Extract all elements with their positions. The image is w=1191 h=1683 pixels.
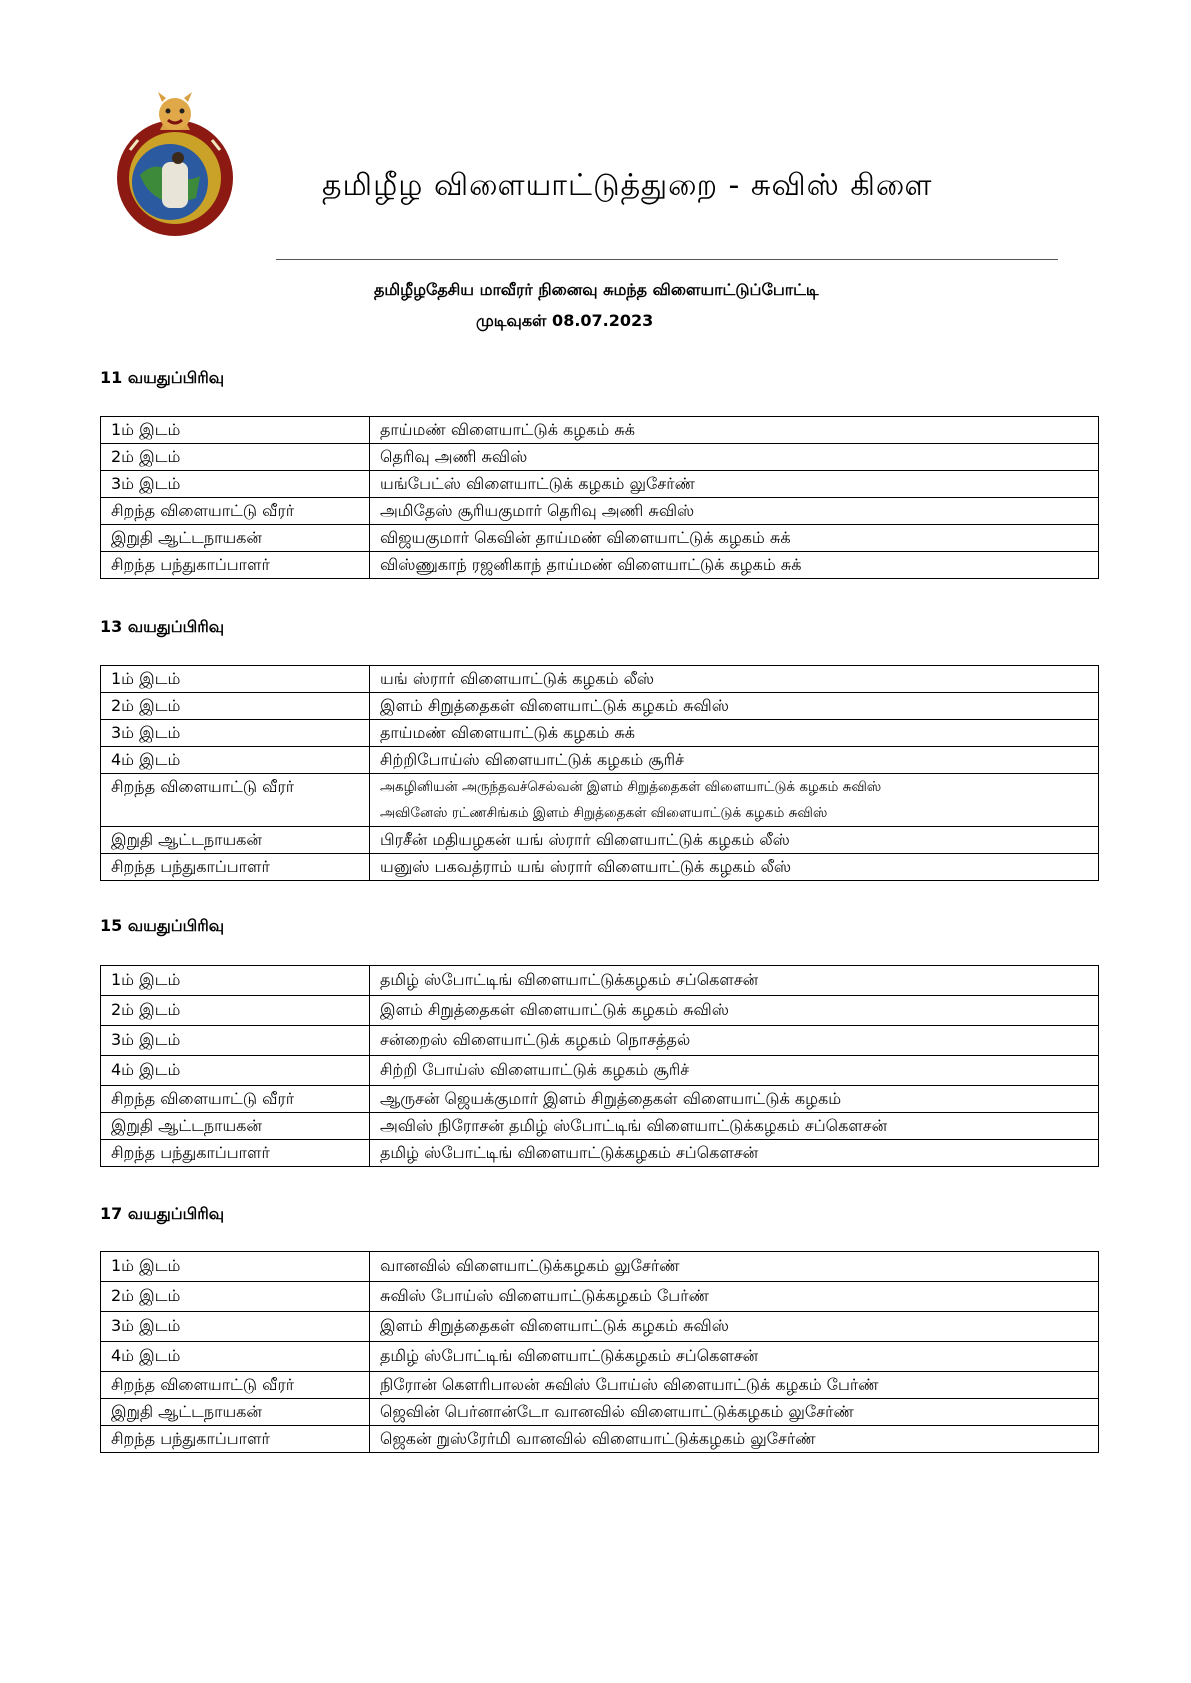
- table-row: [101, 747, 1099, 774]
- section-heading-15: 15 வயதுப்பிரிவு: [100, 916, 225, 935]
- result-cell: நிரோன் கௌரிபாலன் சுவிஸ் போய்ஸ் விளையாட்டுக் கழகம் பேர்ண்: [370, 1372, 1099, 1399]
- table-row: [101, 498, 1099, 525]
- position-cell: 1ம் இடம்: [101, 666, 370, 693]
- result-cell: அமிதேஸ் சூரியகுமார் தெரிவு அணி சுவிஸ்: [370, 498, 1099, 525]
- result-cell: யங் ஸ்ரார் விளையாட்டுக் கழகம் லீஸ்: [370, 666, 1099, 693]
- result-cell: சன்றைஸ் விளையாட்டுக் கழகம் நொசத்தல்: [370, 1026, 1099, 1056]
- table-row: [101, 417, 1099, 444]
- table-row: [101, 1312, 1099, 1342]
- table-row: [101, 996, 1099, 1026]
- table-row: [101, 471, 1099, 498]
- position-cell: 1ம் இடம்: [101, 417, 370, 444]
- section-heading-11: 11 வயதுப்பிரிவு: [100, 368, 225, 387]
- position-cell: 3ம் இடம்: [101, 1312, 370, 1342]
- position-cell: 3ம் இடம்: [101, 720, 370, 747]
- event-title: தமிழீழதேசிய மாவீரர் நினைவு சுமந்த விளையாட்டுப்போட்டி: [374, 280, 819, 299]
- position-cell: சிறந்த பந்துகாப்பாளர்: [101, 1426, 370, 1453]
- position-cell: சிறந்த பந்துகாப்பாளர்: [101, 1140, 370, 1167]
- results-table-13: [100, 665, 1099, 881]
- result-cell: வானவில் விளையாட்டுக்கழகம் லுசேர்ண்: [370, 1252, 1099, 1282]
- result-cell: பிரசீன் மதியழகன் யங் ஸ்ரார் விளையாட்டுக் கழகம் லீஸ்: [370, 827, 1099, 854]
- position-cell: சிறந்த பந்துகாப்பாளர்: [101, 854, 370, 881]
- position-cell: 2ம் இடம்: [101, 444, 370, 471]
- position-cell: 2ம் இடம்: [101, 996, 370, 1026]
- position-cell: சிறந்த விளையாட்டு வீரர்: [101, 1086, 370, 1113]
- result-cell: சிற்றி போய்ஸ் விளையாட்டுக் கழகம் சூரிச்: [370, 1056, 1099, 1086]
- table-row: [101, 1056, 1099, 1086]
- position-cell: இறுதி ஆட்டநாயகன்: [101, 1399, 370, 1426]
- position-cell: 2ம் இடம்: [101, 693, 370, 720]
- table-row: [101, 1113, 1099, 1140]
- table-row: [101, 444, 1099, 471]
- result-cell: விஸ்ணுகாந் ரஜனிகாந் தாய்மண் விளையாட்டுக் கழகம் சுக்: [370, 552, 1099, 579]
- table-row: [101, 1252, 1099, 1282]
- result-cell: தாய்மண் விளையாட்டுக் கழகம் சுக்: [370, 417, 1099, 444]
- position-cell: 3ம் இடம்: [101, 1026, 370, 1056]
- table-row: [101, 1399, 1099, 1426]
- event-date: முடிவுகள் 08.07.2023: [476, 311, 654, 330]
- section-heading-13: 13 வயதுப்பிரிவு: [100, 617, 225, 636]
- table-row: [101, 1342, 1099, 1372]
- position-cell: சிறந்த பந்துகாப்பாளர்: [101, 552, 370, 579]
- table-row: [101, 1026, 1099, 1056]
- position-cell: இறுதி ஆட்டநாயகன்: [101, 827, 370, 854]
- position-cell: 2ம் இடம்: [101, 1282, 370, 1312]
- table-row: [101, 552, 1099, 579]
- position-cell: 1ம் இடம்: [101, 966, 370, 996]
- result-line: அவினேஸ் ரட்ணசிங்கம் இளம் சிறுத்தைகள் விளையாட்டுக் கழகம் சுவிஸ்: [380, 805, 828, 821]
- result-cell: ஜெவின் பெர்னான்டோ வானவில் விளையாட்டுக்கழகம் லுசேர்ண்: [370, 1399, 1099, 1426]
- position-cell: 4ம் இடம்: [101, 1056, 370, 1086]
- table-row: [101, 525, 1099, 552]
- result-cell: இளம் சிறுத்தைகள் விளையாட்டுக் கழகம் சுவிஸ்: [370, 693, 1099, 720]
- result-cell: தமிழ் ஸ்போட்டிங் விளையாட்டுக்கழகம் சப்கௌசன்: [370, 966, 1099, 996]
- result-cell: இளம் சிறுத்தைகள் விளையாட்டுக் கழகம் சுவிஸ்: [370, 996, 1099, 1026]
- result-cell: தெரிவு அணி சுவிஸ்: [370, 444, 1099, 471]
- position-cell: சிறந்த விளையாட்டு வீரர்: [101, 498, 370, 525]
- result-cell: விஜயகுமார் கெவின் தாய்மண் விளையாட்டுக் கழகம் சுக்: [370, 525, 1099, 552]
- result-cell: அவிஸ் நிரோசன் தமிழ் ஸ்போட்டிங் விளையாட்டுக்கழகம் சப்கௌசன்: [370, 1113, 1099, 1140]
- position-cell: 1ம் இடம்: [101, 1252, 370, 1282]
- table-row: [101, 693, 1099, 720]
- section-heading-17: 17 வயதுப்பிரிவு: [100, 1204, 225, 1223]
- result-cell: தாய்மண் விளையாட்டுக் கழகம் சுக்: [370, 720, 1099, 747]
- result-cell: ஆருசன் ஜெயக்குமார் இளம் சிறுத்தைகள் விளையாட்டுக் கழகம்: [370, 1086, 1099, 1113]
- result-cell: இளம் சிறுத்தைகள் விளையாட்டுக் கழகம் சுவிஸ்: [370, 1312, 1099, 1342]
- table-row: [101, 774, 1099, 827]
- sports-council-emblem-icon: [100, 80, 250, 240]
- table-row: [101, 827, 1099, 854]
- position-cell: 3ம் இடம்: [101, 471, 370, 498]
- results-table-15: [100, 965, 1099, 1167]
- table-row: [101, 966, 1099, 996]
- position-cell: 4ம் இடம்: [101, 1342, 370, 1372]
- table-row: [101, 1372, 1099, 1399]
- result-cell: தமிழ் ஸ்போட்டிங் விளையாட்டுக்கழகம் சப்கௌசன்: [370, 1342, 1099, 1372]
- header-divider: [276, 259, 1058, 260]
- result-cell: தமிழ் ஸ்போட்டிங் விளையாட்டுக்கழகம் சப்கௌசன்: [370, 1140, 1099, 1167]
- position-cell: சிறந்த விளையாட்டு வீரர்: [101, 774, 370, 827]
- organization-title: தமிழீழ விளையாட்டுத்துறை - சுவிஸ் கிளை: [322, 168, 933, 203]
- table-row: [101, 720, 1099, 747]
- table-row: [101, 1426, 1099, 1453]
- table-row: [101, 1140, 1099, 1167]
- result-cell: ஜெகன் றுஸ்ரேர்மி வானவில் விளையாட்டுக்கழகம் லுசேர்ண்: [370, 1426, 1099, 1453]
- table-row: [101, 1086, 1099, 1113]
- position-cell: இறுதி ஆட்டநாயகன்: [101, 525, 370, 552]
- result-cell: சிற்றிபோய்ஸ் விளையாட்டுக் கழகம் சூரிச்: [370, 747, 1099, 774]
- result-cell: சுவிஸ் போய்ஸ் விளையாட்டுக்கழகம் பேர்ண்: [370, 1282, 1099, 1312]
- position-cell: 4ம் இடம்: [101, 747, 370, 774]
- result-line: அகழினியன் அருந்தவச்செல்வன் இளம் சிறுத்தைகள் விளையாட்டுக் கழகம் சுவிஸ்: [380, 779, 882, 795]
- result-cell: [370, 774, 1099, 827]
- position-cell: சிறந்த விளையாட்டு வீரர்: [101, 1372, 370, 1399]
- position-cell: இறுதி ஆட்டநாயகன்: [101, 1113, 370, 1140]
- results-table-17: [100, 1251, 1099, 1453]
- table-row: [101, 1282, 1099, 1312]
- table-row: [101, 666, 1099, 693]
- table-row: [101, 854, 1099, 881]
- result-cell: யங்பேட்ஸ் விளையாட்டுக் கழகம் லுசேர்ண்: [370, 471, 1099, 498]
- result-cell: யனுஸ் பகவத்ராம் யங் ஸ்ரார் விளையாட்டுக் கழகம் லீஸ்: [370, 854, 1099, 881]
- results-table-11: [100, 416, 1099, 579]
